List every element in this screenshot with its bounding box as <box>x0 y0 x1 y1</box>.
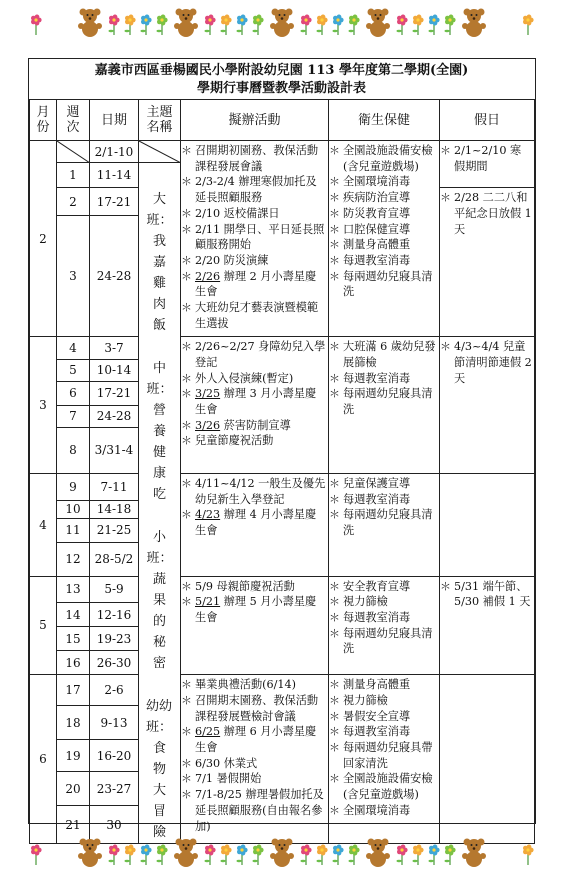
flower-icon <box>333 845 344 865</box>
bottom-decorative-border <box>0 834 564 870</box>
health-apr <box>329 473 440 576</box>
holiday-jun <box>440 675 535 844</box>
theme-tiny-label: 幼幼班： <box>145 699 172 735</box>
theme-cell <box>139 163 181 844</box>
flower-icon <box>31 845 42 865</box>
theme-cell-diagonal <box>139 141 181 163</box>
health-mar <box>329 337 440 474</box>
table-row <box>30 473 535 500</box>
header-holiday: 假日 <box>440 100 535 141</box>
week-cell: 21 <box>57 806 90 844</box>
flower-icon <box>237 15 248 35</box>
flower-icon <box>125 15 136 35</box>
health-jun <box>329 675 440 844</box>
list-item: ＊ 每週教室消毒 <box>329 610 437 626</box>
date-cell: 10-14 <box>90 359 139 381</box>
activities-jun <box>181 675 329 844</box>
activities-apr <box>181 473 329 576</box>
list-item: ＊ 每週教室消毒 <box>329 724 437 740</box>
activities-mar <box>181 337 329 474</box>
week-cell: 8 <box>57 427 90 473</box>
bear-flower-border <box>0 4 564 40</box>
list-item: ＊ 每週教室消毒 <box>329 492 437 508</box>
list-item: ＊ 2/28 二二八和平紀念日放假 1 天 <box>440 190 532 237</box>
flower-icon <box>109 15 120 35</box>
list-item: ＊ 6/25 辦理 6 月小壽星慶生會 <box>181 724 326 755</box>
health-may <box>329 576 440 675</box>
list-item: ＊ 全園環境消毒 <box>329 174 437 190</box>
date-cell: 28-5/2 <box>90 542 139 576</box>
list-item: ＊ 2/3-2/4 辦理寒假加托及延長照顧服務 <box>181 174 326 205</box>
teddy-bear-icon <box>462 9 486 38</box>
list-item: ＊ 4/23 辦理 4 月小壽星慶生會 <box>181 507 326 538</box>
list-item: ＊ 大班幼兒才藝表演暨模範生選拔 <box>181 300 326 331</box>
list-item: ＊ 5/31 端午節、5/30 補假 1 天 <box>440 579 532 610</box>
teddy-bear-icon <box>78 839 102 868</box>
header-theme: 主題名稱 <box>139 100 181 141</box>
week-cell: 17 <box>57 675 90 706</box>
activities-feb <box>181 141 329 337</box>
week-cell: 4 <box>57 337 90 360</box>
document-title: 嘉義市西區垂楊國民小學附設幼兒園 113 學年度第二學期(全園) <box>94 63 469 78</box>
flower-icon <box>301 15 312 35</box>
table-row <box>30 576 535 603</box>
list-item: ＊ 測量身高體重 <box>329 237 437 253</box>
list-item: ＊ 疾病防治宣導 <box>329 190 437 206</box>
bear-flower-border <box>0 834 564 870</box>
flower-icon <box>445 15 456 35</box>
list-item: ＊ 全園環境消毒 <box>329 803 437 819</box>
date-cell: 9-13 <box>90 706 139 740</box>
list-item: ＊ 2/26 辦理 2 月小壽星慶生會 <box>181 269 326 300</box>
theme-mid-name: 營養健康吃 <box>152 403 166 502</box>
flower-icon <box>125 845 136 865</box>
week-cell: 20 <box>57 772 90 806</box>
theme-big-name: 我嘉雞肉飯 <box>152 234 166 333</box>
header-health: 衛生保健 <box>329 100 440 141</box>
flower-icon <box>397 15 408 35</box>
list-item: ＊ 視力篩檢 <box>329 693 437 709</box>
date-cell: 14-18 <box>90 500 139 518</box>
month-cell: 2 <box>30 141 57 337</box>
flower-icon <box>205 15 216 35</box>
list-item: ＊ 視力篩檢 <box>329 594 437 610</box>
title-block <box>29 59 534 100</box>
flower-icon <box>445 845 456 865</box>
teddy-bear-icon <box>174 839 198 868</box>
teddy-bear-icon <box>174 9 198 38</box>
date-cell: 7-11 <box>90 473 139 500</box>
list-item: ＊ 4/3~4/4 兒童節清明節連假 2 天 <box>440 339 532 386</box>
date-cell: 3/31-4 <box>90 427 139 473</box>
list-item: ＊ 暑假安全宣導 <box>329 709 437 725</box>
week-cell: 6 <box>57 381 90 405</box>
flower-icon <box>413 15 424 35</box>
month-cell: 3 <box>30 337 57 474</box>
flower-icon <box>523 15 534 35</box>
theme-tiny-name: 食物大冒險 <box>152 741 166 840</box>
date-cell: 24-28 <box>90 216 139 337</box>
holiday-may <box>440 576 535 675</box>
list-item: ＊ 安全教育宣導 <box>329 579 437 595</box>
list-item: ＊ 全園設施設備安檢(含兒童遊戲場) <box>329 143 437 174</box>
theme-small-name: 蔬果的秘密 <box>152 572 166 671</box>
list-item: ＊ 2/26~2/27 身障幼兒入學登記 <box>181 339 326 370</box>
list-item: ＊ 兒童保護宣導 <box>329 476 437 492</box>
date-cell: 3-7 <box>90 337 139 360</box>
list-item: ＊ 每週教室消毒 <box>329 253 437 269</box>
week-cell: 19 <box>57 740 90 772</box>
list-item: ＊ 口腔保健宣導 <box>329 222 437 238</box>
week-cell: 12 <box>57 542 90 576</box>
list-item: ＊ 每兩週幼兒寢具清洗 <box>329 269 437 300</box>
calendar-document <box>28 58 536 840</box>
date-cell: 12-16 <box>90 603 139 627</box>
theme-small-label: 小班： <box>146 530 173 566</box>
teddy-bear-icon <box>366 839 390 868</box>
teddy-bear-icon <box>270 839 294 868</box>
header-month: 月份 <box>30 100 57 141</box>
list-item: ＊ 召開期末園務、教保活動課程發展暨檢討會議 <box>181 693 326 724</box>
date-cell: 2-6 <box>90 675 139 706</box>
list-item: ＊ 全園設施設備安檢(含兒童遊戲場) <box>329 771 437 802</box>
flower-icon <box>397 845 408 865</box>
header-row <box>30 100 535 141</box>
table-row <box>30 675 535 706</box>
health-feb <box>329 141 440 337</box>
month-cell: 6 <box>30 675 57 844</box>
date-cell: 5-9 <box>90 576 139 603</box>
date-cell: 17-21 <box>90 188 139 216</box>
flower-icon <box>141 845 152 865</box>
week-cell: 7 <box>57 405 90 427</box>
list-item: ＊ 每兩週幼兒寢具清洗 <box>329 626 437 657</box>
list-item: ＊ 每兩週幼兒寢具清洗 <box>329 507 437 538</box>
schedule-table <box>29 99 535 844</box>
date-cell: 26-30 <box>90 651 139 675</box>
header-week: 週次 <box>57 100 90 141</box>
flower-icon <box>237 845 248 865</box>
list-item: ＊ 6/30 休業式 <box>181 756 326 772</box>
flower-icon <box>253 845 264 865</box>
week-cell: 2 <box>57 188 90 216</box>
flower-icon <box>221 845 232 865</box>
diagonal-line <box>139 141 181 163</box>
header-date: 日期 <box>90 100 139 141</box>
date-cell: 21-25 <box>90 518 139 542</box>
date-cell: 2/1-10 <box>90 141 139 163</box>
flower-icon <box>253 15 264 35</box>
date-cell: 16-20 <box>90 740 139 772</box>
flower-icon <box>109 845 120 865</box>
list-item: ＊ 畢業典禮活動(6/14) <box>181 677 326 693</box>
table-row <box>30 337 535 360</box>
flower-icon <box>141 15 152 35</box>
list-item: ＊ 7/1-8/25 辦理暑假加托及延長照顧服務(自由報名參加) <box>181 787 326 834</box>
month-cell: 5 <box>30 576 57 675</box>
list-item: ＊ 外人入侵演練(暫定) <box>181 371 326 387</box>
list-item: ＊ 2/20 防災演練 <box>181 253 326 269</box>
list-item: ＊ 每兩週幼兒寢具清洗 <box>329 386 437 417</box>
date-cell: 24-28 <box>90 405 139 427</box>
list-item: ＊ 7/1 暑假開始 <box>181 771 326 787</box>
month-cell: 4 <box>30 473 57 576</box>
list-item: ＊ 兒童節慶祝活動 <box>181 433 326 449</box>
list-item: ＊ 大班滿 6 歲幼兒發展篩檢 <box>329 339 437 370</box>
week-cell: 13 <box>57 576 90 603</box>
list-item: ＊ 5/21 辦理 5 月小壽星慶生會 <box>181 594 326 625</box>
flower-icon <box>205 845 216 865</box>
flower-icon <box>523 845 534 865</box>
week-cell: 14 <box>57 603 90 627</box>
week-cell: 1 <box>57 163 90 188</box>
flower-icon <box>317 15 328 35</box>
list-item: ＊ 5/9 母親節慶祝活動 <box>181 579 326 595</box>
flower-icon <box>157 15 168 35</box>
week-cell: 11 <box>57 518 90 542</box>
flower-icon <box>221 15 232 35</box>
holiday-feb-b <box>440 188 535 337</box>
week-cell: 15 <box>57 627 90 651</box>
week-cell: 18 <box>57 706 90 740</box>
teddy-bear-icon <box>78 9 102 38</box>
document-subtitle: 學期行事曆暨教學活動設計表 <box>196 81 366 96</box>
list-item: ＊ 每兩週幼兒寢具帶回家清洗 <box>329 740 437 771</box>
theme-mid-label: 中班： <box>146 361 173 397</box>
holiday-apr <box>440 473 535 576</box>
flower-icon <box>301 845 312 865</box>
list-item: ＊ 防災教育宣導 <box>329 206 437 222</box>
flower-icon <box>349 15 360 35</box>
date-cell: 19-23 <box>90 627 139 651</box>
week-cell-diagonal <box>57 141 90 163</box>
list-item: ＊ 3/26 菸害防制宣導 <box>181 418 326 434</box>
list-item: ＊ 每週教室消毒 <box>329 371 437 387</box>
list-item: ＊ 召開期初園務、教保活動課程發展會議 <box>181 143 326 174</box>
week-cell: 10 <box>57 500 90 518</box>
list-item: ＊ 4/11~4/12 一般生及優先幼兒新生入學登記 <box>181 476 326 507</box>
date-cell: 23-27 <box>90 772 139 806</box>
holiday-feb-a <box>440 141 535 188</box>
teddy-bear-icon <box>366 9 390 38</box>
activities-may <box>181 576 329 675</box>
flower-icon <box>333 15 344 35</box>
flower-icon <box>317 845 328 865</box>
header-activities: 擬辦活動 <box>181 100 329 141</box>
week-cell: 5 <box>57 359 90 381</box>
date-cell: 30 <box>90 806 139 844</box>
holiday-mar <box>440 337 535 474</box>
flower-icon <box>349 845 360 865</box>
date-cell: 17-21 <box>90 381 139 405</box>
table-row <box>30 141 535 163</box>
flower-icon <box>31 15 42 35</box>
week-cell: 9 <box>57 473 90 500</box>
week-cell: 3 <box>57 216 90 337</box>
list-item: ＊ 2/10 返校備課日 <box>181 206 326 222</box>
week-cell: 16 <box>57 651 90 675</box>
list-item: ＊ 3/25 辦理 3 月小壽星慶生會 <box>181 386 326 417</box>
list-item: ＊ 2/11 開學日、平日延長照顧服務開始 <box>181 222 326 253</box>
flower-icon <box>429 845 440 865</box>
list-item: ＊ 2/1~2/10 寒假期間 <box>440 143 532 174</box>
date-cell: 11-14 <box>90 163 139 188</box>
top-decorative-border <box>0 4 564 40</box>
flower-icon <box>429 15 440 35</box>
teddy-bear-icon <box>270 9 294 38</box>
flower-icon <box>413 845 424 865</box>
theme-big-label: 大班： <box>146 192 173 228</box>
flower-icon <box>157 845 168 865</box>
teddy-bear-icon <box>462 839 486 868</box>
list-item: ＊ 測量身高體重 <box>329 677 437 693</box>
diagonal-line <box>57 141 90 163</box>
